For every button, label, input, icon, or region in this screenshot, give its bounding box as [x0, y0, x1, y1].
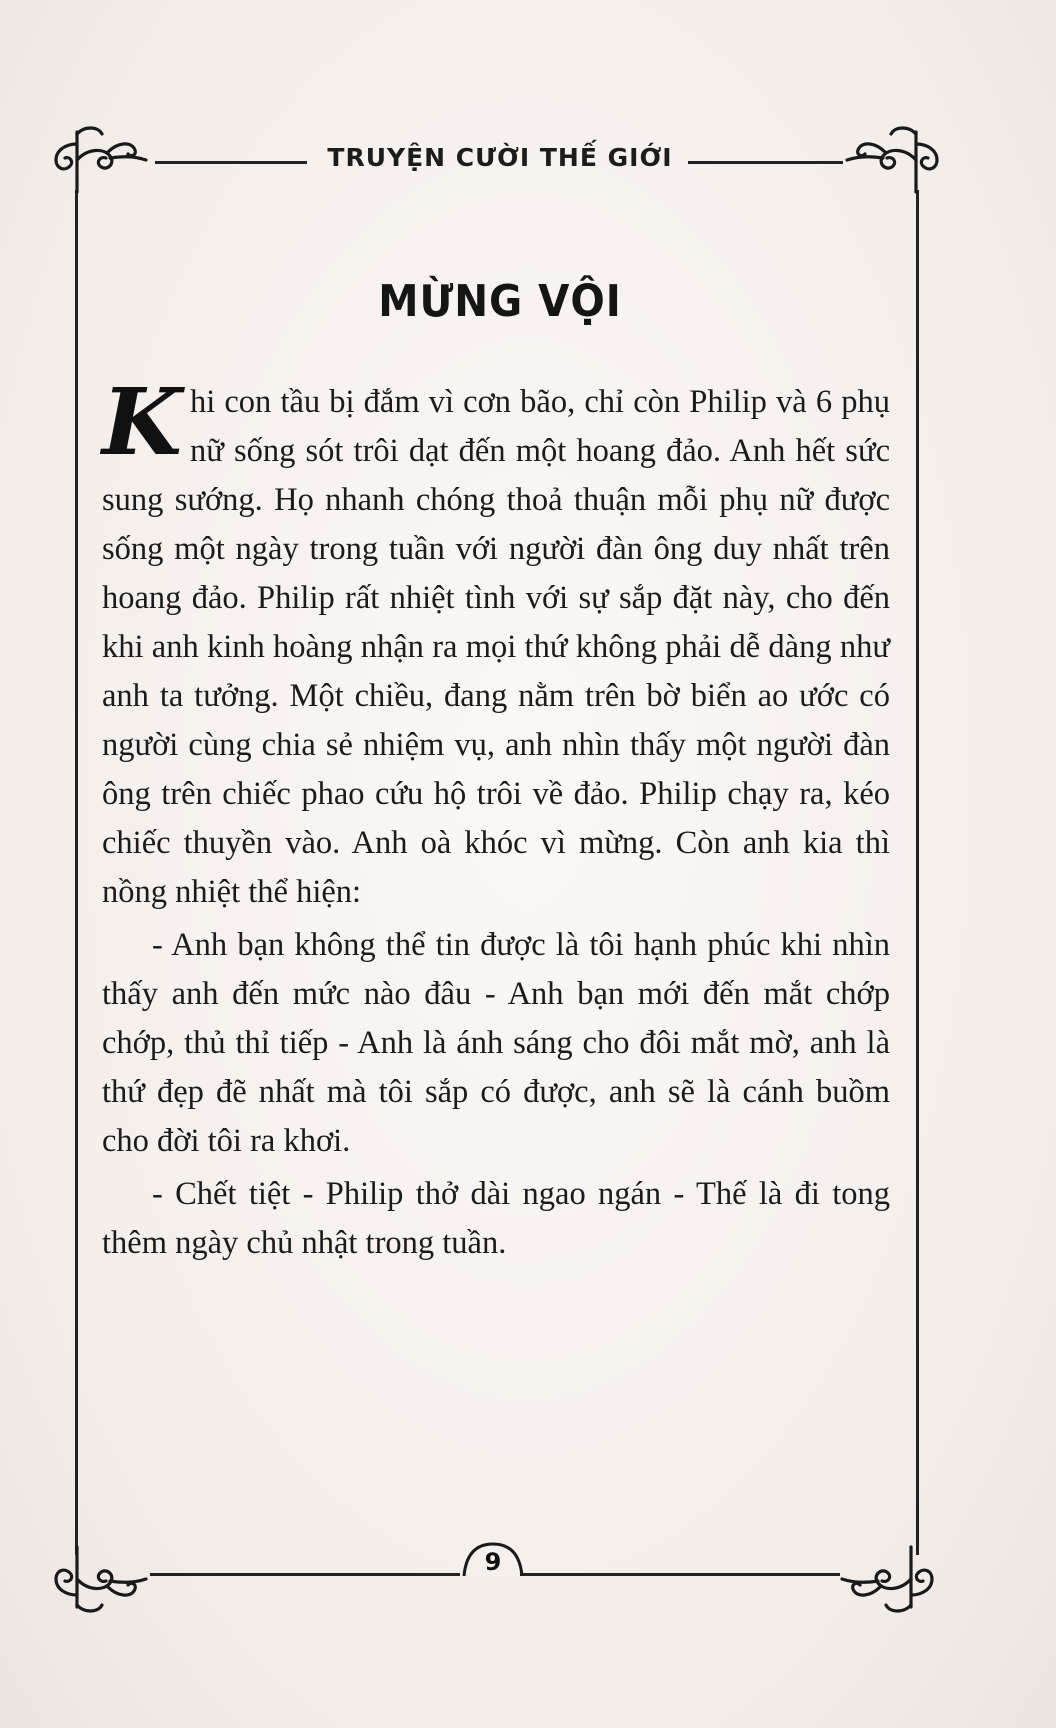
footer-rule-left [150, 1573, 460, 1576]
footer-rule-right [520, 1573, 840, 1576]
bottom-left-scroll-ornament-icon [48, 1545, 148, 1617]
story-paragraph-3: - Chết tiệt - Philip thở dài ngao ngán - Thế là đi tong thêm ngày chủ nhật trong tuần. [102, 1176, 890, 1261]
story-paragraph-2: - Anh bạn không thể tin được là tôi hạnh phúc khi nhìn thấy anh đến mức nào đâu - Anh bạn mới đến mắt chớp chớp, thủ thỉ tiếp - Anh là ánh sáng cho đôi mắt mờ, anh là thứ đẹp đẽ nhất mà tôi sắp có được, anh sẽ là cánh buồm cho đời tôi ra khơi. [102, 927, 890, 1159]
header-rule-left [155, 161, 307, 164]
story-title: MỪNG VỘI [378, 276, 622, 327]
running-header-title: TRUYỆN CƯỜI THẾ GIỚI [327, 143, 673, 172]
page-number-badge [462, 1540, 524, 1580]
left-border-line [75, 190, 78, 1555]
right-border-line [916, 190, 919, 1555]
drop-cap-letter: K [102, 368, 182, 476]
bottom-right-scroll-ornament-icon [840, 1545, 940, 1617]
story-body [102, 368, 890, 1268]
header-rule-right [688, 161, 843, 164]
top-left-scroll-ornament-icon [48, 122, 148, 194]
page-number: 9 [484, 1548, 502, 1576]
story-paragraph-1-text: hi con tầu bị đắm vì cơn bão, chỉ còn Philip và 6 phụ nữ sống sót trôi dạt đến một hoang đảo. Anh hết sức sung sướng. Họ nhanh chóng thoả thuận mỗi phụ nữ được sống một ngày trong tuần với người đàn ông duy nhất trên hoang đảo. Philip rất nhiệt tình với sự sắp đặt này, cho đến khi anh kinh hoàng nhận ra mọi thứ không phải dễ dàng như anh ta tưởng. Một chiều, đang nằm trên bờ biển ao ước có người cùng chia sẻ nhiệm vụ, anh nhìn thấy một người đàn ông trên chiếc phao cứu hộ trôi về đảo. Philip chạy ra, kéo chiếc thuyền vào. Anh oà khóc vì mừng. Còn anh kia thì nồng nhiệt thể hiện: [102, 384, 890, 910]
story-paragraph-1 [102, 368, 890, 917]
top-right-scroll-ornament-icon [845, 122, 945, 194]
